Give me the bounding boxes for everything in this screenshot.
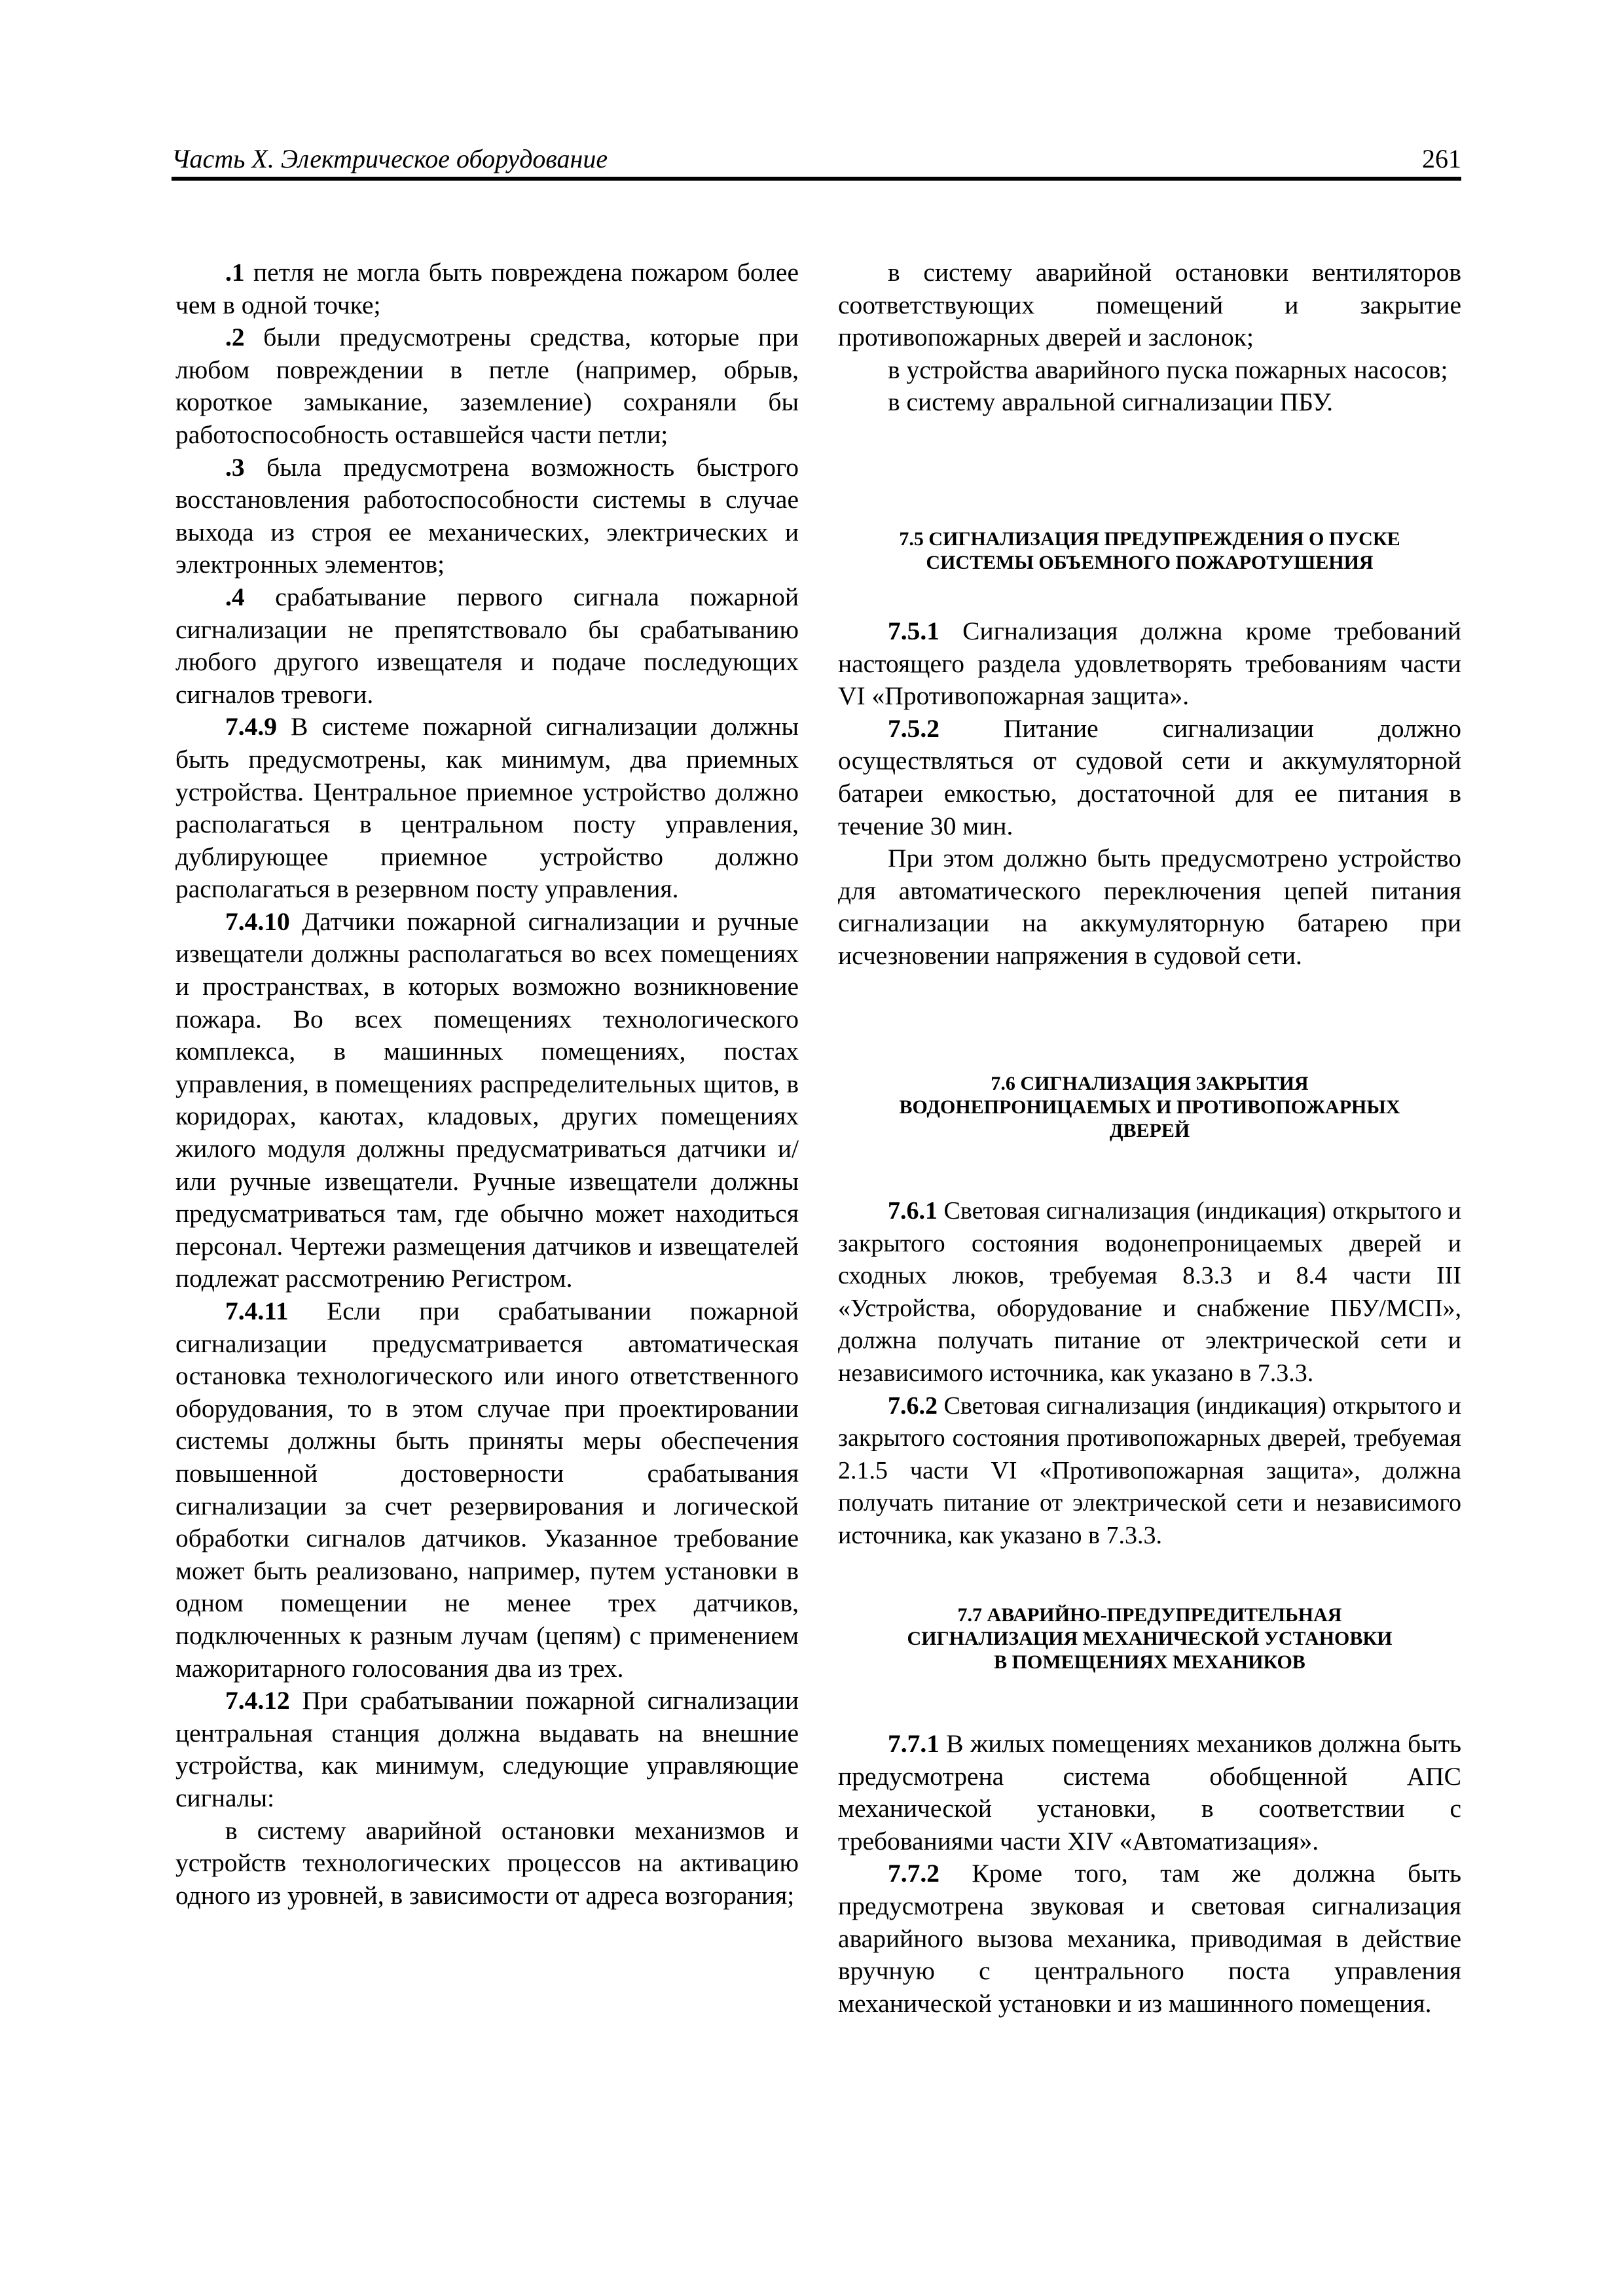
paragraph-text: При срабатывании пожарной сигнализации центральная станция должна выдавать на внешние устройства, как минимум, следующие управляющие сигналы: (175, 1686, 799, 1812)
paragraph: в устройства аварийного пуска пожарных насосов; (888, 355, 1448, 384)
heading-line: СИСТЕМЫ ОБЪЕМНОГО ПОЖАРОТУШЕНИЯ (926, 552, 1374, 573)
paragraph-7-6-2 (838, 1390, 1461, 1552)
paragraph (175, 581, 799, 711)
paragraph-text: В жилых помещениях механиков должна быть предусмотрена система обобщенной АПС механической установки, в соответствии с требованиями части XIV «Автоматизация». (838, 1729, 1461, 1856)
running-header (172, 140, 1461, 181)
paragraph-7-7-2 (838, 1857, 1461, 2020)
section-heading (838, 528, 1461, 575)
paragraph-text: Сигнализация должна кроме требований настоящего раздела удовлетворять требованиям части VI «Противопожарная защита». (838, 617, 1461, 711)
paragraph (838, 842, 1461, 972)
item-number: 7.4.10 (225, 906, 290, 936)
heading-line: 7.6 СИГНАЛИЗАЦИЯ ЗАКРЫТИЯ (991, 1073, 1309, 1094)
paragraph-text: петля не могла быть повреждена пожаром более чем в одной точке; (175, 258, 799, 319)
running-header-title: Часть X. Электрическое оборудование (172, 144, 608, 173)
paragraph-text: Питание сигнализации должно осуществляться от судовой сети и аккумуляторной батареи емкостью, достаточной для ее питания в течение 30 мин. (838, 713, 1461, 840)
heading-line: ДВЕРЕЙ (1109, 1120, 1190, 1141)
paragraph-text: срабатывание первого сигнала пожарной сигнализации не препятствовало бы срабатыванию любого другого извещателя и подаче последующих сигналов тревоги. (175, 582, 799, 709)
heading-line: ВОДОНЕПРОНИЦАЕМЫХ И ПРОТИВОПОЖАРНЫХ (899, 1096, 1400, 1118)
item-number: .1 (225, 258, 245, 287)
item-number: 7.6.2 (888, 1391, 938, 1420)
paragraph-text: Световая сигнализация (индикация) открытого и закрытого состояния водонепроницаемых дверей и сходных люков, требуемая 8.3.3 и 8.4 части III «Устройства, оборудование и снабжение ПБУ/МСП», должна получать питание от электрической сети и независимого источника, как указано в 7.3.3. (838, 1197, 1461, 1387)
section-7-6 (838, 1072, 1461, 1552)
paragraph-text: Датчики пожарной сигнализации и ручные извещатели должны располагаться во всех помещениях и пространствах, в которых возможно возникновение пожара. Во всех помещениях технологического комплекса, в машинных помещениях, постах управления, в помещениях распределительных щитов, в коридорах, каютах, кладовых, других помещениях жилого модуля должны предусматриваться датчики и/или ручные извещатели. Ручные извещатели должны предусматриваться там, где обычно может находиться персонал. Чертежи размещения датчиков и извещателей подлежат рассмотрению Регистром. (175, 906, 799, 1293)
item-number: 7.7.2 (888, 1859, 939, 1888)
paragraph-7-4-9 (175, 711, 799, 906)
paragraph-text: Кроме того, там же должна быть предусмотрена звуковая и световая сигнализация аварийного вызова механика, приводимая в действие вручную с центрального поста управления механической установки и из машинного помещения. (838, 1859, 1461, 2018)
item-number: 7.5.1 (888, 617, 939, 645)
heading-line: 7.7 АВАРИЙНО-ПРЕДУПРЕДИТЕЛЬНАЯ (957, 1604, 1342, 1626)
paragraph-text: в систему аварийной остановки механизмов и устройств технологических процессов на активацию одного из уровней, в зависимости от адреса возгорания; (175, 1816, 799, 1910)
page-number: 261 (1422, 144, 1461, 173)
right-column-top (838, 257, 1461, 419)
item-number: 7.4.11 (225, 1297, 289, 1325)
paragraph-text: Если при срабатывании пожарной сигнализации предусматривается автоматическая остановка технологического или иного ответственного оборудования, то в этом случае при проектировании системы должны быть приняты меры обеспечения повышенной достоверности срабатывания сигнализации за счет резервирования и логической обработки сигналов датчиков. Указанное требование может быть реализовано, например, путем установки в одном помещении не менее трех датчиков, подключенных к разным лучам (цепям) с применением мажоритарного голосования два из трех. (175, 1297, 799, 1683)
paragraph-7-5-1 (838, 615, 1461, 713)
heading-line: В ПОМЕЩЕНИЯХ МЕХАНИКОВ (994, 1651, 1305, 1673)
item-number: 7.4.9 (225, 712, 277, 742)
section-heading (838, 1072, 1461, 1143)
section-heading (838, 1604, 1461, 1674)
heading-line: 7.5 СИГНАЛИЗАЦИЯ ПРЕДУПРЕЖДЕНИЯ О ПУСКЕ (899, 528, 1400, 550)
section-7-5 (838, 528, 1461, 973)
left-column (175, 257, 799, 1912)
item-number: .4 (225, 582, 245, 611)
paragraph (175, 452, 799, 581)
paragraph-7-6-1 (838, 1195, 1461, 1390)
item-number: 7.5.2 (888, 713, 939, 743)
item-number: 7.4.12 (225, 1686, 290, 1715)
paragraph-text: Световая сигнализация (индикация) открытого и закрытого состояния противопожарных дверей, требуемая 2.1.5 части VI «Противопожарная защита», должна получать питание от электрической сети и независимого источника, как указано в 7.3.3. (838, 1391, 1461, 1549)
paragraph (175, 321, 799, 451)
paragraph (175, 257, 799, 321)
item-number: 7.7.1 (888, 1729, 939, 1758)
paragraph-7-4-10 (175, 906, 799, 1295)
paragraph: в систему авральной сигнализации ПБУ. (888, 387, 1333, 417)
item-number: .3 (225, 452, 245, 482)
item-number: .2 (225, 323, 245, 352)
section-7-7 (838, 1604, 1461, 2020)
paragraph-text: В системе пожарной сигнализации должны быть предусмотрены, как минимум, два приемных устройства. Центральное приемное устройство должно располагаться в центральном посту управления, дублирующее приемное устройство должно располагаться в резервном посту управления. (175, 712, 799, 904)
paragraph (175, 1815, 799, 1912)
paragraph-text: были предусмотрены средства, которые при любом повреждении в петле (например, обрыв, короткое замыкание, заземление) сохраняли бы работоспособность оставшейся части петли; (175, 323, 799, 449)
item-number: 7.6.1 (888, 1197, 938, 1225)
paragraph-7-4-12 (175, 1685, 799, 1814)
paragraph-7-4-11 (175, 1295, 799, 1685)
heading-line: СИГНАЛИЗАЦИЯ МЕХАНИЧЕСКОЙ УСТАНОВКИ (907, 1628, 1393, 1649)
paragraph-7-7-1 (838, 1728, 1461, 1857)
paragraph: в систему аварийной остановки вентиляторов соответствующих помещений и закрытие противопожарных дверей и заслонок; (838, 258, 1461, 352)
paragraph-text: была предусмотрена возможность быстрого восстановления работоспособности системы в случае выхода из строя ее механических, электрических и электронных элементов; (175, 452, 799, 579)
paragraph-7-5-2 (838, 713, 1461, 842)
paragraph-text: При этом должно быть предусмотрено устройство для автоматического переключения цепей питания сигнализации на аккумуляторную батарею при исчезновении напряжения в судовой сети. (838, 844, 1461, 970)
